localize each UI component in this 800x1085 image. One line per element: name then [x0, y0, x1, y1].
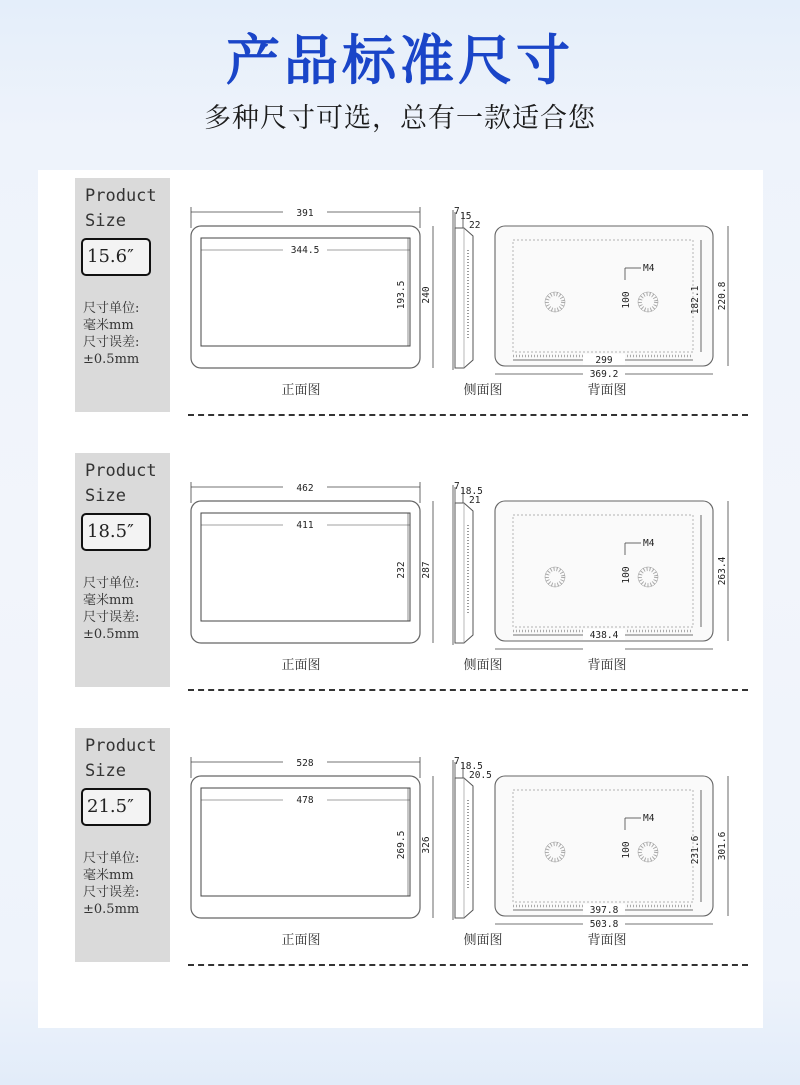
back-vesa-spacing: 100 [621, 566, 632, 584]
size-section-3 [38, 720, 763, 968]
unit-tolerance-note [83, 575, 167, 643]
front-outer-width: 528 [296, 758, 314, 769]
front-inner-width: 411 [296, 520, 314, 531]
back-mount-screw: M4 [643, 263, 655, 274]
front-inner-height: 193.5 [396, 280, 407, 310]
size-panel [38, 170, 763, 1028]
side-depth-1: 7 [454, 481, 460, 492]
back-outer-width: 369.2 [589, 369, 619, 380]
tolerance-label: 尺寸误差: [83, 885, 140, 900]
back-mount-screw: M4 [643, 813, 655, 824]
side-depth-1: 7 [454, 756, 460, 767]
unit-label: 尺寸单位: [83, 301, 140, 316]
screen-size-badge: 21.5″ [81, 788, 151, 826]
back-inner-width: 299 [595, 355, 613, 366]
side-depth-2: 18.5 [460, 486, 483, 497]
page-header [0, 0, 800, 150]
front-outer-height: 326 [421, 836, 432, 854]
back-mount-screw: M4 [643, 538, 655, 549]
product-size-label: Product Size [85, 736, 157, 781]
technical-drawing [183, 720, 763, 960]
front-inner-height: 269.5 [396, 830, 407, 860]
product-size-label: Product Size [85, 461, 157, 506]
section-divider [188, 689, 748, 691]
page-title: 产品标准尺寸 [226, 29, 574, 92]
back-inner-height: 182.1 [690, 285, 701, 315]
front-view [184, 207, 433, 398]
back-outer-height: 263.4 [717, 556, 728, 586]
back-inner-width: 438.4 [589, 630, 619, 641]
back-inner-height: 231.6 [690, 835, 701, 865]
back-view [495, 501, 728, 673]
back-outer-height: 220.8 [717, 281, 728, 311]
front-outer-width: 391 [296, 208, 314, 219]
technical-drawing [183, 445, 763, 685]
tolerance-label: 尺寸误差: [83, 335, 140, 350]
back-outer-width: 503.8 [589, 919, 619, 930]
side-depth-3: 22 [469, 220, 481, 231]
front-view-caption: 正面图 [281, 383, 321, 398]
back-inner-width: 397.8 [589, 905, 619, 916]
side-view-caption: 侧面图 [463, 933, 503, 948]
section-divider [188, 964, 748, 966]
side-depth-3: 21 [469, 495, 481, 506]
unit-label: 尺寸单位: [83, 851, 140, 866]
back-outer-height: 301.6 [717, 831, 728, 861]
front-inner-width: 478 [296, 795, 314, 806]
unit-value: 毫米mm [83, 318, 134, 333]
front-view-caption: 正面图 [281, 933, 321, 948]
technical-drawing [183, 170, 763, 410]
front-view-caption: 正面图 [281, 658, 321, 673]
size-section-2 [38, 445, 763, 693]
front-inner-width: 344.5 [290, 245, 320, 256]
back-vesa-spacing: 100 [621, 841, 632, 859]
side-depth-1: 7 [454, 206, 460, 217]
back-view-caption: 背面图 [587, 933, 627, 948]
front-view [184, 482, 433, 673]
front-outer-height: 240 [421, 286, 432, 304]
back-vesa-spacing: 100 [621, 291, 632, 309]
side-view-caption: 侧面图 [463, 383, 503, 398]
size-info-box [75, 178, 170, 412]
back-view [495, 776, 728, 948]
front-outer-height: 287 [421, 561, 432, 579]
unit-value: 毫米mm [83, 593, 134, 608]
unit-label: 尺寸单位: [83, 576, 140, 591]
tolerance-value: ±0.5mm [83, 627, 140, 642]
back-view-caption: 背面图 [587, 383, 627, 398]
back-view [495, 226, 728, 398]
unit-value: 毫米mm [83, 868, 134, 883]
tolerance-label: 尺寸误差: [83, 610, 140, 625]
tolerance-value: ±0.5mm [83, 902, 140, 917]
side-view-caption: 侧面图 [463, 658, 503, 673]
front-inner-height: 232 [396, 561, 407, 579]
page-subtitle: 多种尺寸可选，总有一款适合您 [204, 103, 596, 134]
front-view [184, 757, 433, 948]
unit-tolerance-note [83, 850, 167, 918]
screen-size-badge: 15.6″ [81, 238, 151, 276]
screen-size-badge: 18.5″ [81, 513, 151, 551]
size-info-box [75, 453, 170, 687]
front-outer-width: 462 [296, 483, 314, 494]
tolerance-value: ±0.5mm [83, 352, 140, 367]
unit-tolerance-note [83, 300, 167, 368]
side-depth-2: 15 [460, 211, 472, 222]
side-depth-2: 18.5 [460, 761, 483, 772]
size-section-1 [38, 170, 763, 418]
size-info-box [75, 728, 170, 962]
section-divider [188, 414, 748, 416]
product-size-label: Product Size [85, 186, 157, 231]
back-view-caption: 背面图 [587, 658, 627, 673]
side-depth-3: 20.5 [469, 770, 492, 781]
